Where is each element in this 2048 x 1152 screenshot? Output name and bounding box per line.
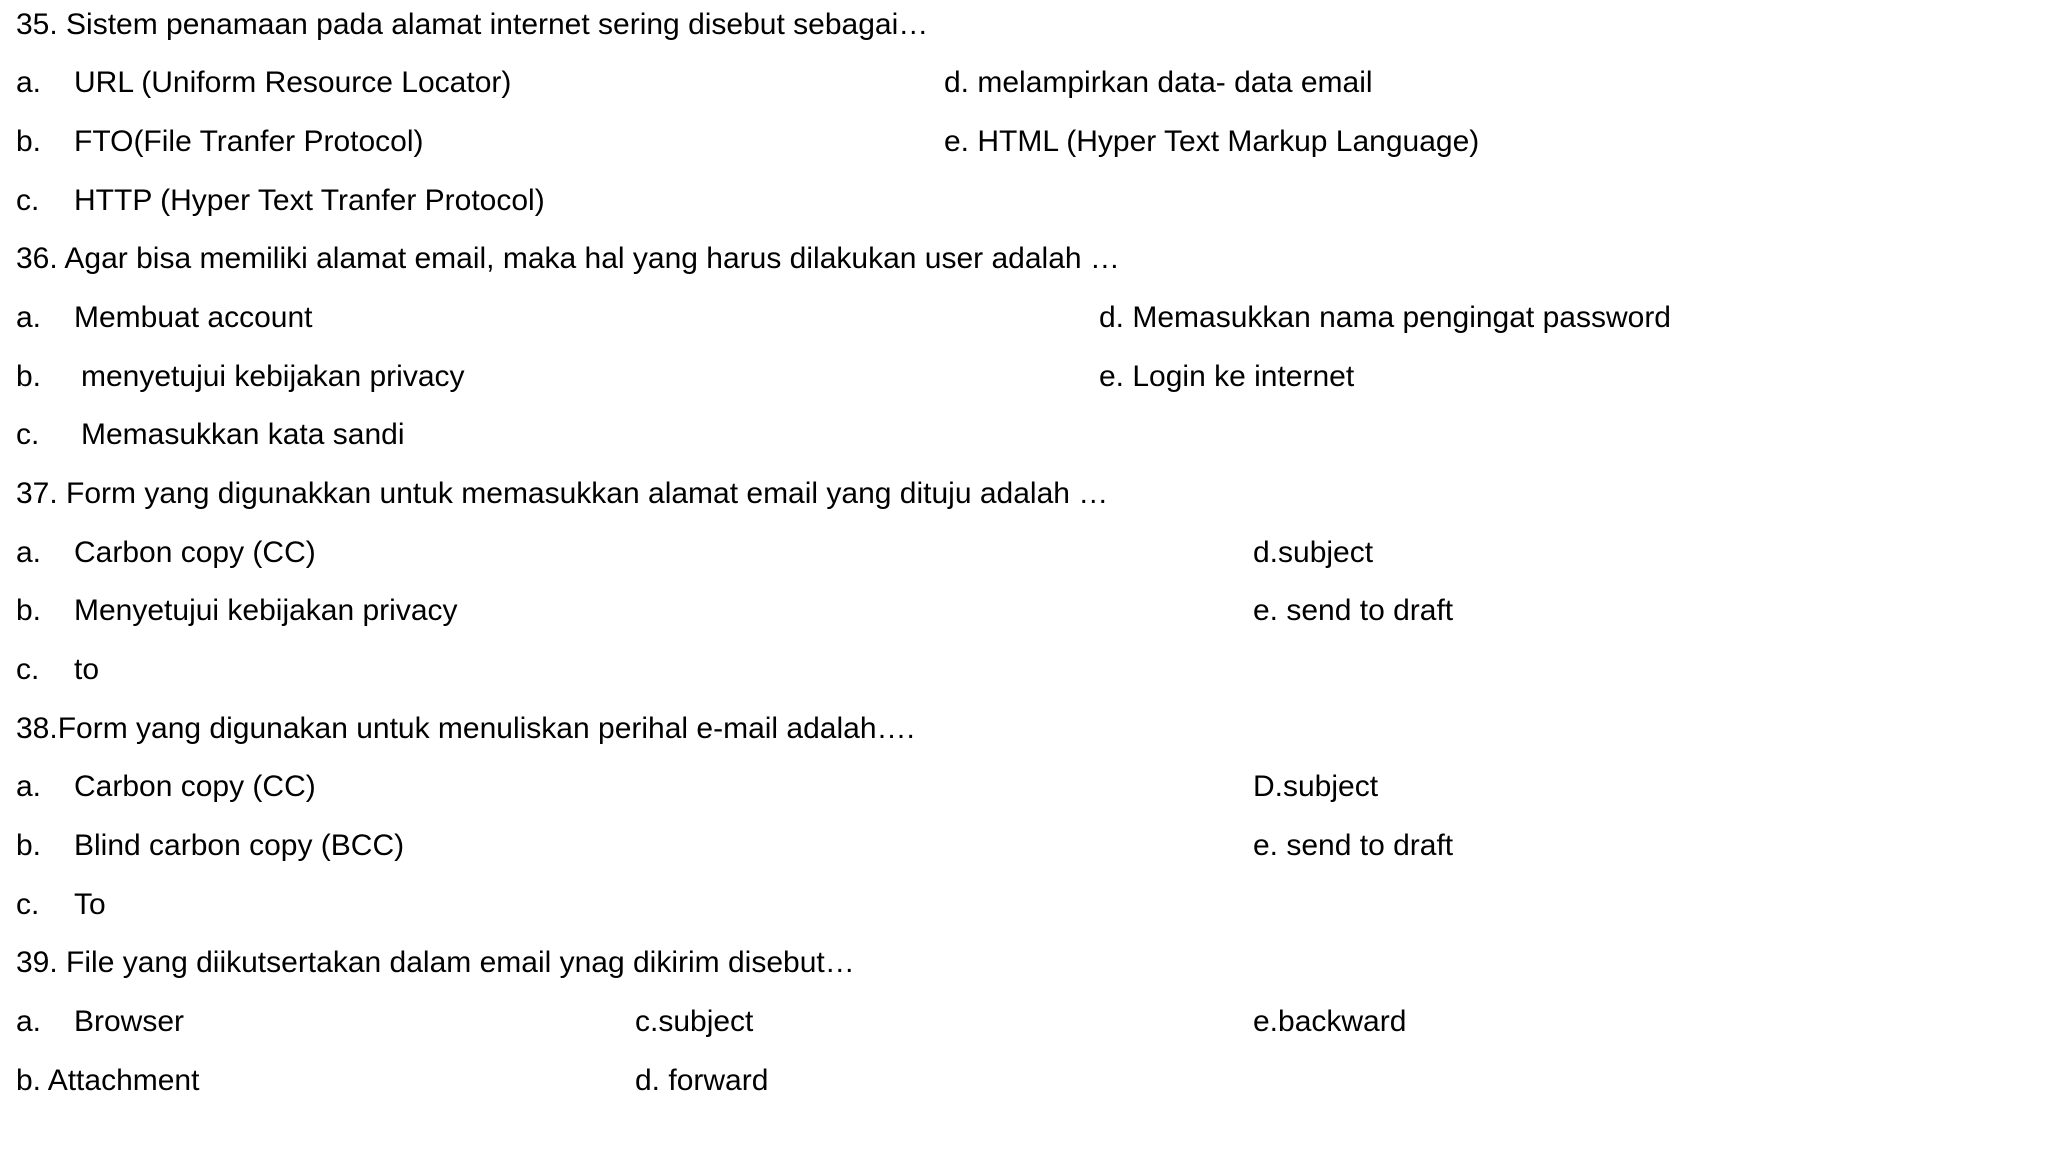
question-35-title: 35. Sistem penamaan pada alamat internet sering disebut sebagai… — [16, 8, 929, 41]
question-37-option-a-text: Carbon copy (CC) — [74, 536, 316, 569]
question-38-option-e: e. send to draft — [1253, 829, 1454, 862]
question-37-option-c-text: to — [74, 653, 100, 686]
question-35-option-c-letter: c. — [16, 184, 40, 217]
question-35-option-e: e. HTML (Hyper Text Markup Language) — [944, 125, 1480, 158]
question-36-option-c-letter: c. — [16, 418, 40, 451]
question-38-option-c-text: To — [74, 888, 106, 921]
question-37-option-e: e. send to draft — [1253, 594, 1454, 627]
question-37-title: 37. Form yang digunakkan untuk memasukkan alamat email yang dituju adalah … — [16, 477, 1109, 510]
question-35-option-b-text: FTO(File Tranfer Protocol) — [74, 125, 424, 158]
question-39-title: 39. File yang diikutsertakan dalam email ynag dikirim disebut… — [16, 946, 855, 979]
question-38-title: 38.Form yang digunakan untuk menuliskan perihal e-mail adalah…. — [16, 712, 915, 745]
question-36-option-c-text: Memasukkan kata sandi — [81, 418, 405, 451]
question-37-option-d: d.subject — [1253, 536, 1374, 569]
question-39-option-b: b. Attachment — [16, 1064, 200, 1097]
question-39-option-a-text: Browser — [74, 1005, 185, 1038]
question-37-option-b-letter: b. — [16, 594, 42, 627]
question-38-option-a-letter: a. — [16, 770, 42, 803]
question-35-option-a-letter: a. — [16, 66, 42, 99]
question-36-option-d: d. Memasukkan nama pengingat password — [1099, 301, 1671, 334]
question-36-option-b-letter: b. — [16, 360, 42, 393]
question-39-option-a-letter: a. — [16, 1005, 42, 1038]
question-38-option-a-text: Carbon copy (CC) — [74, 770, 316, 803]
question-36-option-a-text: Membuat account — [74, 301, 313, 334]
question-36-option-b-text: menyetujui kebijakan privacy — [81, 360, 465, 393]
question-36-option-e: e. Login ke internet — [1099, 360, 1355, 393]
question-36-option-a-letter: a. — [16, 301, 42, 334]
question-35-option-b-letter: b. — [16, 125, 42, 158]
question-39-option-e: e.backward — [1253, 1005, 1407, 1038]
question-37-option-a-letter: a. — [16, 536, 42, 569]
question-38-option-c-letter: c. — [16, 888, 40, 921]
question-37-option-c-letter: c. — [16, 653, 40, 686]
question-35-option-a-text: URL (Uniform Resource Locator) — [74, 66, 512, 99]
question-39-option-d: d. forward — [635, 1064, 769, 1097]
question-37-option-b-text: Menyetujui kebijakan privacy — [74, 594, 458, 627]
question-35-option-c-text: HTTP (Hyper Text Tranfer Protocol) — [74, 184, 545, 217]
question-38-option-b-letter: b. — [16, 829, 42, 862]
question-38-option-d: D.subject — [1253, 770, 1379, 803]
question-36-title: 36. Agar bisa memiliki alamat email, maka hal yang harus dilakukan user adalah … — [16, 242, 1120, 275]
question-35-option-d: d. melampirkan data- data email — [944, 66, 1373, 99]
question-38-option-b-text: Blind carbon copy (BCC) — [74, 829, 405, 862]
question-39-option-c: c.subject — [635, 1005, 754, 1038]
